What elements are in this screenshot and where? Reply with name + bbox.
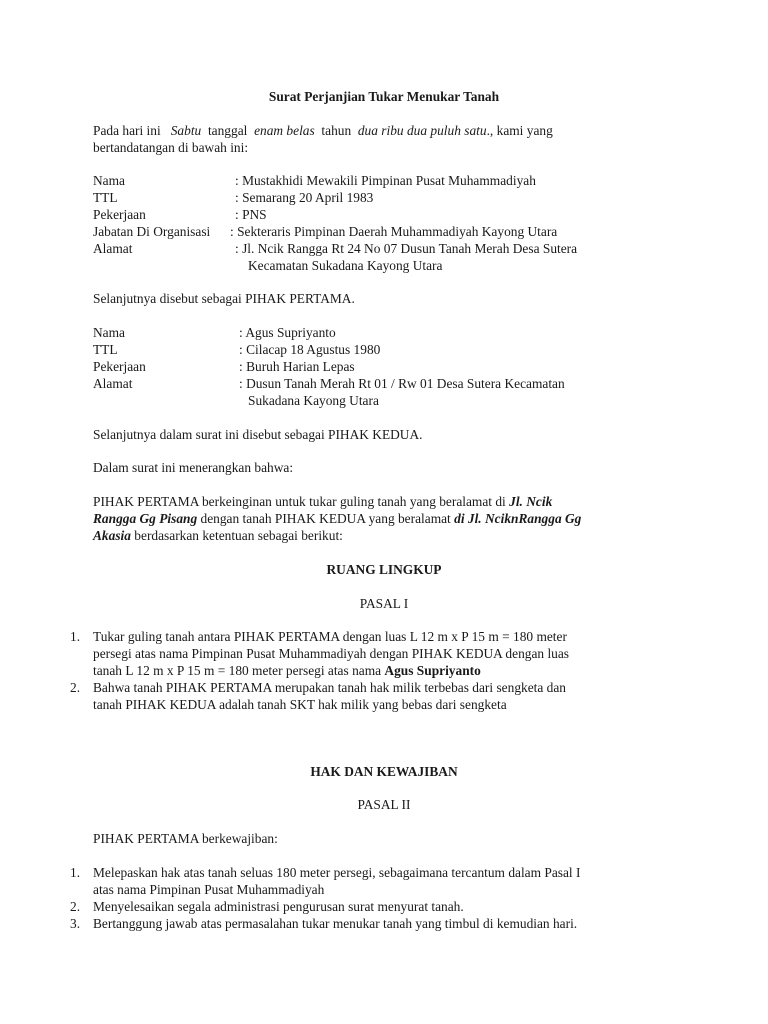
party-one-address-row <box>93 240 693 257</box>
field-value: : PNS <box>235 207 267 222</box>
list-text: tanah PIHAK KEDUA adalah tanah SKT hak milik yang bebas dari sengketa <box>93 697 507 712</box>
list-item <box>70 915 693 932</box>
party-one-name-row <box>93 172 693 189</box>
list-text: Bahwa tanah PIHAK PERTAMA merupakan tanah hak milik terbebas dari sengketa dan <box>93 680 566 695</box>
intro-year: dua ribu dua puluh satu <box>357 123 487 138</box>
field-value: : Buruh Harian Lepas <box>239 359 355 374</box>
intro-text: tahun <box>321 123 352 138</box>
intro-line-2: bertandatangan di bawah ini: <box>93 140 249 155</box>
field-value: : Mustakhidi Mewakili Pimpinan Pusat Muhammadiyah <box>235 173 536 188</box>
list-number: 1. <box>70 865 81 880</box>
field-value: : Agus Supriyanto <box>239 325 336 340</box>
body-address-bold: Rangga Gg Pisang <box>93 511 198 526</box>
body-address-bold: Jl. Ncik <box>509 494 553 509</box>
intro-text: tanggal <box>207 123 248 138</box>
list-item <box>70 898 693 915</box>
list-text: tanah L 12 m x P 15 m = 180 meter persegi atas nama <box>93 663 385 678</box>
intro-paragraph <box>93 122 693 156</box>
list-text: Tukar guling tanah antara PIHAK PERTAMA dengan luas L 12 m x P 15 m = 180 meter <box>93 629 567 644</box>
document-title: Surat Perjanjian Tukar Menukar Tanah <box>268 89 500 104</box>
body-text: dengan tanah PIHAK KEDUA yang beralamat <box>197 511 455 526</box>
section-heading: RUANG LINGKUP <box>326 562 442 577</box>
pasal-heading: PASAL II <box>357 797 411 812</box>
section-two-list <box>70 864 693 932</box>
field-value: : Sekteraris Pimpinan Daerah Muhammadiyah Kayong Utara <box>230 224 558 239</box>
section-two-intro: PIHAK PERTAMA berkewajiban: <box>93 831 278 846</box>
intro-text: Pada hari ini <box>93 123 161 138</box>
body-text: PIHAK PERTAMA berkeinginan untuk tukar guling tanah yang beralamat di <box>93 494 510 509</box>
field-label: TTL <box>93 342 118 357</box>
body-paragraph <box>93 493 693 544</box>
field-value: : Dusun Tanah Merah Rt 01 / Rw 01 Desa Sutera Kecamatan <box>239 376 565 391</box>
party-two-job-row <box>93 358 693 375</box>
field-label: Pekerjaan <box>93 359 146 374</box>
field-value: : Cilacap 18 Agustus 1980 <box>239 342 381 357</box>
list-text: atas nama Pimpinan Pusat Muhammadiyah <box>93 882 325 897</box>
field-value-continued: Sukadana Kayong Utara <box>248 393 379 408</box>
body-text: berdasarkan ketentuan sebagai berikut: <box>130 528 343 543</box>
party-two-details <box>93 324 693 409</box>
intro-date: enam belas <box>254 123 315 138</box>
field-label: Pekerjaan <box>93 207 146 222</box>
section-one-list <box>70 628 693 713</box>
body-address-bold: di Jl. NciknRangga Gg <box>454 511 582 526</box>
party-two-designation: Selanjutnya dalam surat ini disebut sebagai PIHAK KEDUA. <box>93 427 423 442</box>
party-one-designation: Selanjutnya disebut sebagai PIHAK PERTAMA. <box>93 291 355 306</box>
party-one-details <box>93 172 693 274</box>
list-text-bold: Agus Supriyanto <box>384 663 481 678</box>
field-label: Alamat <box>93 241 133 256</box>
statement: Dalam surat ini menerangkan bahwa: <box>93 460 294 475</box>
list-item <box>70 864 693 898</box>
field-label: TTL <box>93 190 118 205</box>
section-heading: HAK DAN KEWAJIBAN <box>310 764 458 779</box>
list-text: Bertanggung jawab atas permasalahan tukar menukar tanah yang timbul di kemudian hari. <box>93 916 578 931</box>
list-number: 1. <box>70 629 81 644</box>
party-one-ttl-row <box>93 189 693 206</box>
body-address-bold: Akasia <box>93 528 131 543</box>
field-label: Nama <box>93 325 125 340</box>
party-two-name-row <box>93 324 693 341</box>
field-value-continued: Kecamatan Sukadana Kayong Utara <box>248 258 443 273</box>
list-number: 3. <box>70 916 81 931</box>
party-two-ttl-row <box>93 341 693 358</box>
field-label: Jabatan Di Organisasi <box>93 224 211 239</box>
list-item <box>70 628 693 679</box>
intro-day: Sabtu <box>170 123 202 138</box>
list-text: Menyelesaikan segala administrasi pengurusan surat menyurat tanah. <box>93 899 464 914</box>
list-number: 2. <box>70 680 81 695</box>
list-text: Melepaskan hak atas tanah seluas 180 meter persegi, sebagaimana tercantum dalam Pasal I <box>93 865 581 880</box>
list-text: persegi atas nama Pimpinan Pusat Muhammadiyah dengan PIHAK KEDUA dengan luas <box>93 646 570 661</box>
party-one-job-row <box>93 206 693 223</box>
party-one-position-row <box>93 223 693 240</box>
field-value: : Semarang 20 April 1983 <box>235 190 374 205</box>
pasal-heading: PASAL I <box>359 596 409 611</box>
field-label: Alamat <box>93 376 133 391</box>
field-label: Nama <box>93 173 125 188</box>
field-value: : Jl. Ncik Rangga Rt 24 No 07 Dusun Tanah Merah Desa Sutera <box>235 241 578 256</box>
list-number: 2. <box>70 899 81 914</box>
intro-text: ., kami yang <box>486 123 553 138</box>
list-item <box>70 679 693 713</box>
party-two-address-row <box>93 375 693 392</box>
